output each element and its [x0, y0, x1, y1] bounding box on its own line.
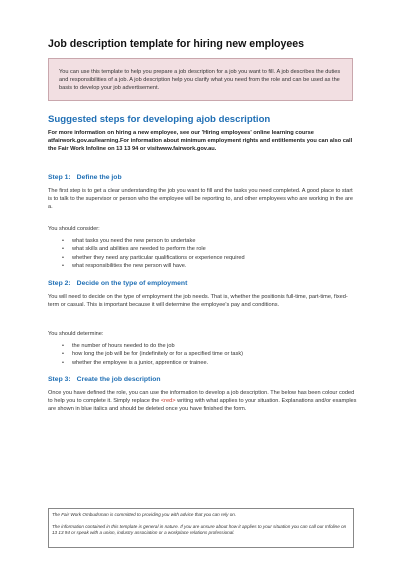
step1-bullet-list: [48, 237, 245, 270]
footer-line-1: The Fair Work Ombudsman is committed to providing you with advice that you can rely on.: [52, 512, 237, 517]
step2-paragraph: You will need to decide on the type of employment the job needs. That is, whether the positionis full-time, part-time, fixed-term or casual. This is important because it will determine the employee's pay and conditions.: [48, 294, 348, 309]
step1-title: Define the job: [76, 174, 122, 181]
list-item: • what skills and abilities are needed to perform the role: [48, 245, 245, 253]
step1-consider-label: You should consider:: [48, 226, 100, 232]
step2-label: Step 2:: [48, 280, 71, 287]
step2-determine-label: You should determine:: [48, 331, 104, 337]
step1-heading: [48, 174, 122, 181]
list-item: • what responsibilities the new person will have.: [48, 262, 245, 270]
step1-label: Step 1:: [48, 174, 71, 181]
step2-heading: [48, 280, 187, 287]
callout-text: You can use this template to help you prepare a job description for a job you want to fill. A job describes the duties and responsibilities of a job. A job description help you clarify what you need from the role and can be used as the basis to develop your job advertisement.: [59, 69, 341, 91]
list-item: • the number of hours needed to do the job: [48, 342, 243, 350]
list-item: • whether the employee is a junior, apprentice or trainee.: [48, 359, 243, 367]
step3-text-before: Once you have defined the role, you can use the information to develop a job description. The below has been colour coded to help you to complete it. Simply replace the: [48, 390, 355, 405]
section-heading: Suggested steps for developing ajob description: [48, 114, 271, 125]
step1-paragraph: The first step is to get a clear understanding the job you want to fill and the tasks you need completed. A good place to start is to talk to the supervisor or person who the employee will be reporting to, and other employees who are working in the are a.: [48, 188, 354, 211]
step3-paragraph: [48, 389, 358, 414]
footer-line-2: The information contained in this template is general in nature. If you are unsure about how it applies to your situation you can call our Infoline on 13 13 94 or speak with a union, industry association or a workplace relations professional.: [52, 524, 347, 536]
list-item: • how long the job will be for (indefinitely or for a specified time or task): [48, 350, 243, 358]
red-marker: <red>: [160, 398, 176, 405]
step3-text-after: writing with what applies to your situation. Explanations and/or examples are shown in blue italics and should be deleted once you have finished the form.: [48, 398, 357, 413]
list-item: • whether they need any particular qualifications or experience required: [48, 254, 245, 262]
list-item: • what tasks you need the new person to undertake: [48, 237, 245, 245]
step2-bullet-list: [48, 342, 243, 367]
step3-heading: [48, 376, 161, 383]
intro-callout-box: [48, 58, 353, 101]
step2-title: Decide on the type of employment: [76, 280, 188, 287]
step3-label: Step 3:: [48, 376, 71, 383]
step3-title: Create the job description: [76, 376, 161, 383]
footer-disclaimer-box: [48, 508, 354, 548]
page-title: Job description template for hiring new employees: [48, 38, 305, 50]
intro-paragraph: For more information on hiring a new employee, see our 'Hiring employees' online learning course atfairwork.gov.au/learning.For information about minimum employment rights and entitlements you can also call the Fair Work Infoline on 13 13 94 or visitwww.fairwork.gov.au.: [48, 130, 353, 152]
